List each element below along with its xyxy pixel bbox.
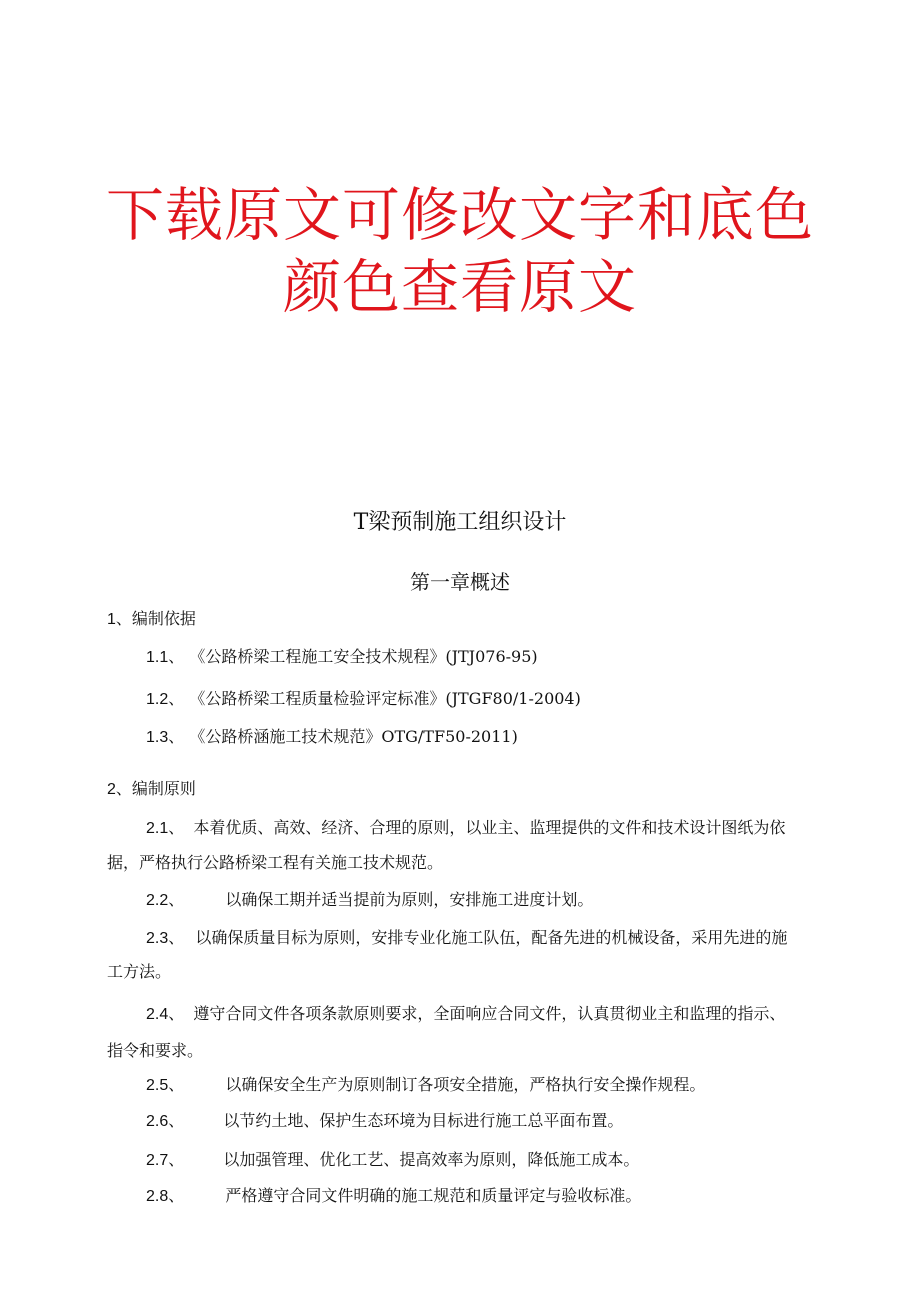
watermark-banner-line2: 颜色查看原文 (282, 253, 637, 321)
section-1-number: 1 (107, 611, 116, 628)
principle-item (146, 927, 787, 950)
principle-item (146, 817, 785, 840)
principle-text: 以确保质量目标为原则，安排专业化施工队伍，配备先进的机械设备，采用先进的施 (195, 928, 788, 947)
watermark-banner-line1: 下载原文可修改文字和底色 (105, 181, 814, 249)
principle-continuation: 工方法。 (107, 962, 172, 981)
principle-number: 2.4、 (146, 1006, 185, 1023)
section-2-number: 2 (107, 781, 116, 798)
section-2-heading (107, 778, 196, 801)
principle-item (146, 1149, 639, 1172)
principle-item (146, 1003, 785, 1026)
principle-item (146, 1074, 705, 1097)
principle-continuation: 据，严格执行公路桥梁工程有关施工技术规范。 (107, 853, 444, 872)
principle-text: 以确保安全生产为原则制订各项安全措施，严格执行安全操作规程。 (225, 1075, 706, 1094)
chapter-title: 第一章概述 (410, 570, 510, 594)
document-title: T梁预制施工组织设计 (353, 510, 567, 535)
reference-number: 1.3、 (146, 729, 185, 746)
principle-text: 以加强管理、优化工艺、提高效率为原则，降低施工成本。 (223, 1150, 640, 1169)
principle-item (146, 889, 593, 912)
principle-text: 遵守合同文件各项条款原则要求，全面响应合同文件，认真贯彻业主和监理的指示、 (193, 1004, 786, 1023)
reference-item (146, 726, 518, 749)
reference-item (146, 688, 581, 711)
principle-item (146, 1110, 623, 1133)
principle-number: 2.1、 (146, 820, 185, 837)
principle-text: 以确保工期并适当提前为原则，安排施工进度计划。 (225, 890, 594, 909)
principle-number: 2.6、 (146, 1113, 185, 1130)
principle-number: 2.8、 (146, 1188, 185, 1205)
principle-item (146, 1185, 641, 1208)
reference-number: 1.2、 (146, 691, 185, 708)
principle-number: 2.3、 (146, 930, 185, 947)
principle-number: 2.2、 (146, 892, 185, 909)
reference-text: 《公路桥梁工程质量检验评定标准》(JTGF80/1-2004) (189, 689, 581, 708)
principle-number: 2.5、 (146, 1077, 185, 1094)
principle-text: 以节约土地、保护生态环境为目标进行施工总平面布置。 (223, 1111, 624, 1130)
principle-continuation: 指令和要求。 (107, 1041, 204, 1060)
principle-text: 严格遵守合同文件明确的施工规范和质量评定与验收标准。 (225, 1186, 642, 1205)
section-2-heading-text: 、编制原则 (115, 779, 196, 798)
principle-number: 2.7、 (146, 1152, 185, 1169)
section-1-heading-text: 、编制依据 (115, 609, 196, 628)
principle-text: 本着优质、高效、经济、合理的原则，以业主、监理提供的文件和技术设计图纸为依 (193, 818, 786, 837)
reference-text: 《公路桥涵施工技术规范》OTG/TF50-2011) (189, 727, 518, 746)
reference-text: 《公路桥梁工程施工安全技术规程》(JTJ076-95) (189, 647, 538, 666)
section-1-heading (107, 608, 196, 631)
reference-item (146, 646, 538, 669)
reference-number: 1.1、 (146, 649, 185, 666)
